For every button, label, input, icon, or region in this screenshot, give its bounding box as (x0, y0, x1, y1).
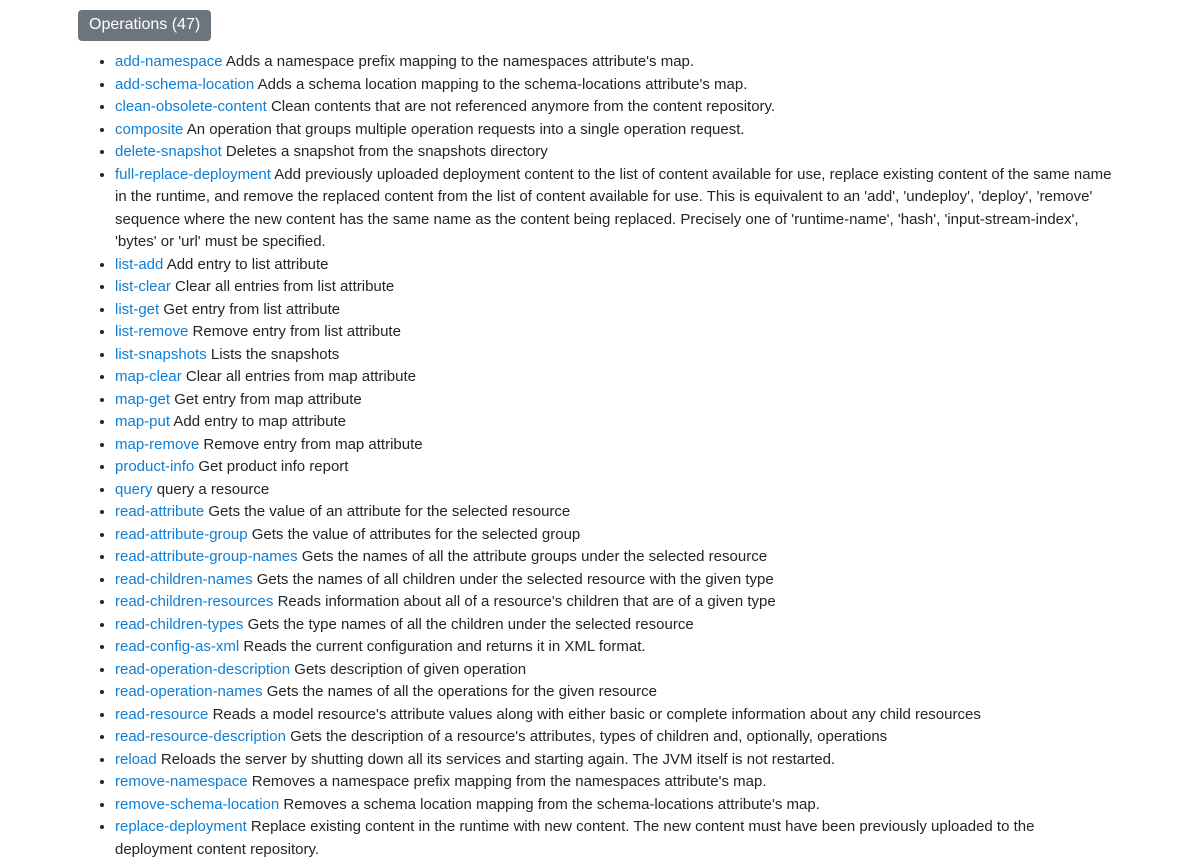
operation-link[interactable]: read-resource-description (115, 728, 286, 745)
list-item (115, 524, 1115, 547)
operation-description: Clear all entries from list attribute (175, 278, 395, 295)
operation-link[interactable]: read-children-types (115, 615, 244, 633)
list-item (115, 591, 1115, 614)
operation-link[interactable]: query (115, 480, 153, 498)
operation-description: Clean contents that are not referenced anymore from the content repository. (270, 98, 776, 115)
list-item (115, 501, 1115, 524)
operation-description: Lists the snapshots (210, 345, 340, 363)
list-item (115, 771, 1115, 794)
operation-description: Removes a schema location mapping from the schema-locations attribute's map. (283, 795, 820, 813)
list-item (115, 794, 1115, 817)
operations-count-badge[interactable]: Operations (47) (78, 10, 211, 41)
list-item (115, 164, 1115, 254)
operation-description: Reads a model resource's attribute values along with either basic or complete information about any child resources (212, 705, 981, 723)
operation-link[interactable]: delete-snapshot (115, 143, 222, 160)
operation-description: An operation that groups multiple operation requests into a single operation request. (186, 120, 745, 138)
operation-link[interactable]: product-info (115, 458, 195, 475)
operation-description: Get entry from map attribute (174, 390, 362, 408)
list-item (115, 96, 1115, 119)
operation-description: Reloads the server by shutting down all its services and starting again. The JVM itself is not restarted. (160, 750, 836, 768)
operation-description: Add previously uploaded deployment content to the list of content available for use, replace existing content of the same name in the runtime, and remove the replaced content from the list of content available for use. This is equivalent to an 'add', 'undeploy', 'deploy', 'remove' sequence where the new content has the same name as the content being replaced. Precisely one of 'runtime-name', 'hash', 'input-stream-index', 'bytes' or 'url' must be specified. (115, 165, 1112, 250)
list-item (115, 569, 1115, 592)
list-item (115, 254, 1115, 277)
list-item (115, 816, 1115, 861)
operation-description: Gets the value of an attribute for the selected resource (208, 503, 571, 520)
operations-list (78, 51, 1115, 861)
list-item (115, 704, 1115, 727)
list-item (115, 344, 1115, 367)
list-item (115, 636, 1115, 659)
operation-description: Reads information about all of a resource's children that are of a given type (277, 593, 776, 610)
operation-link[interactable]: list-remove (115, 323, 189, 340)
list-item (115, 546, 1115, 569)
operation-description: Gets the names of all the operations for the given resource (266, 683, 657, 700)
list-item (115, 119, 1115, 142)
operation-link[interactable]: list-get (115, 300, 160, 318)
list-item (115, 74, 1115, 97)
operation-description: Gets the description of a resource's attributes, types of children and, optionally, operations (290, 728, 888, 745)
operation-description: Adds a namespace prefix mapping to the namespaces attribute's map. (225, 53, 695, 70)
list-item (115, 614, 1115, 637)
list-item (115, 276, 1115, 299)
operation-link[interactable]: clean-obsolete-content (115, 98, 267, 115)
operation-link[interactable]: read-attribute (115, 503, 205, 520)
list-item (115, 299, 1115, 322)
operation-description: Get product info report (198, 458, 349, 475)
operation-link[interactable]: read-config-as-xml (115, 638, 240, 655)
operation-link[interactable]: read-attribute-group-names (115, 548, 298, 565)
operation-link[interactable]: remove-namespace (115, 773, 248, 790)
list-item (115, 659, 1115, 682)
list-item (115, 411, 1115, 434)
operation-description: Gets description of given operation (294, 660, 527, 678)
list-item (115, 456, 1115, 479)
operation-description: Gets the names of all children under the selected resource with the given type (256, 570, 774, 588)
operation-description: Deletes a snapshot from the snapshots directory (225, 143, 548, 160)
operation-link[interactable]: read-children-resources (115, 593, 274, 610)
operation-description: Replace existing content in the runtime with new content. The new content must have been previously uploaded to the deployment content repository. (115, 818, 1035, 858)
operation-link[interactable]: add-namespace (115, 53, 223, 70)
operation-description: Gets the value of attributes for the selected group (251, 525, 581, 543)
list-item (115, 479, 1115, 502)
operation-description: Remove entry from list attribute (192, 323, 401, 340)
operation-link[interactable]: full-replace-deployment (115, 165, 271, 183)
operation-link[interactable]: list-snapshots (115, 345, 207, 363)
list-item (115, 681, 1115, 704)
operation-link[interactable]: replace-deployment (115, 818, 247, 835)
operation-link[interactable]: map-clear (115, 368, 182, 385)
operation-description: query a resource (156, 480, 270, 498)
operation-link[interactable]: read-operation-description (115, 660, 291, 678)
list-item (115, 51, 1115, 74)
operation-link[interactable]: read-operation-names (115, 683, 263, 700)
operation-description: Gets the names of all the attribute groups under the selected resource (301, 548, 768, 565)
operation-description: Add entry to list attribute (166, 255, 329, 273)
operation-description: Gets the type names of all the children under the selected resource (247, 615, 694, 633)
operation-link[interactable]: remove-schema-location (115, 795, 280, 813)
list-item (115, 141, 1115, 164)
operation-link[interactable]: read-children-names (115, 570, 253, 588)
list-item (115, 434, 1115, 457)
list-item (115, 366, 1115, 389)
operation-link[interactable]: reload (115, 750, 157, 768)
operation-link[interactable]: list-add (115, 255, 164, 273)
operation-link[interactable]: list-clear (115, 278, 171, 295)
operation-description: Add entry to map attribute (173, 413, 346, 430)
operation-link[interactable]: add-schema-location (115, 75, 255, 93)
operation-description: Reads the current configuration and returns it in XML format. (243, 638, 646, 655)
operation-description: Clear all entries from map attribute (185, 368, 416, 385)
list-item (115, 321, 1115, 344)
operation-link[interactable]: map-put (115, 413, 171, 430)
operation-link[interactable]: map-remove (115, 435, 200, 453)
operation-description: Get entry from list attribute (163, 300, 341, 318)
operation-description: Adds a schema location mapping to the schema-locations attribute's map. (257, 75, 748, 93)
operation-link[interactable]: composite (115, 120, 184, 138)
operation-link[interactable]: read-resource (115, 705, 209, 723)
operation-description: Removes a namespace prefix mapping from the namespaces attribute's map. (251, 773, 767, 790)
operation-link[interactable]: read-attribute-group (115, 525, 248, 543)
operation-description: Remove entry from map attribute (203, 435, 423, 453)
operation-link[interactable]: map-get (115, 390, 171, 408)
list-item (115, 389, 1115, 412)
list-item (115, 726, 1115, 749)
list-item (115, 749, 1115, 772)
